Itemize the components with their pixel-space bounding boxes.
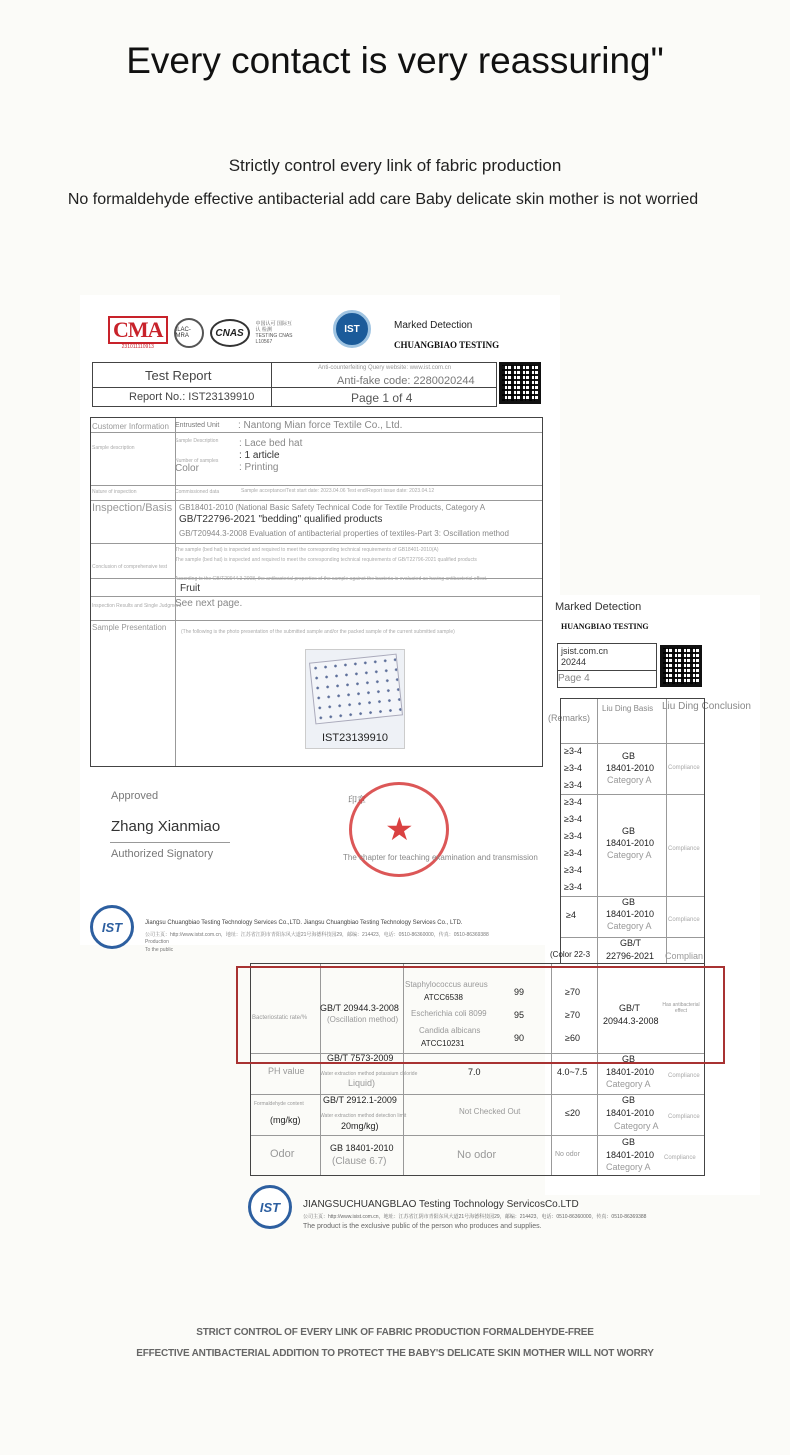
basis-1: GB18401-2010 (National Basic Safety Technical Code for Textile Products, Category A (179, 503, 486, 512)
company-name-small: Jiangsu Chuangbiao Testing Technology Services Co.,LTD. Jiangsu Chuangbiao Testing Technology Services Co., LTD. (145, 920, 463, 926)
page4-page: Page 4 (558, 673, 590, 684)
antibac-label: Bacteriostatic rate/% (252, 1015, 308, 1021)
subtitle-production: Strictly control every link of fabric production (228, 156, 562, 175)
page4-report-header (557, 643, 657, 688)
form-limit: ≤20 (565, 1108, 580, 1118)
report-number: Report No.: IST23139910 (129, 391, 255, 403)
compliance-1: Compliance (668, 765, 700, 771)
grade-2: ≥3-4 (564, 763, 582, 773)
signatory-label: Authorized Signatory (111, 848, 214, 860)
sample-name-label: Sample Description (175, 438, 219, 444)
page4-code: 20244 (561, 657, 587, 667)
complian: Complian (665, 951, 704, 961)
sample-desc-label: Sample description (92, 445, 135, 451)
antibac-std: GB/T 20944.3-2008 (320, 1003, 399, 1013)
color-label: Color (175, 463, 199, 474)
page4-brand-sub: HUANGBIAO TESTING (561, 622, 649, 631)
page-number: Page 1 of 4 (351, 391, 413, 405)
page4-company: JIANGSUCHUANGBLAO Testing Tochnology ServicosCo.LTD (303, 1199, 579, 1210)
number-label: Number of samples (175, 458, 219, 464)
antibac-conclusion: Has antibacterial effect (662, 1002, 700, 1014)
color-row: (Color 22-3 (550, 950, 591, 959)
qr-code-icon (499, 362, 541, 404)
ph-liquid: Liquid) (348, 1078, 376, 1088)
form-basis-gb2: 18401-2010 (606, 1108, 655, 1118)
odor-clause: (Clause 6.7) (332, 1156, 387, 1167)
col-basis: Liu Ding Basis (602, 704, 654, 713)
sample-presentation-label: Sample Presentation (92, 623, 167, 632)
conclusion-text-2: The sample (bed hat) is inspected and required to meet the corresponding technical requirements of GB/T22796-2021 qualified products (175, 557, 477, 563)
anti-fake-website: Anti-counterfeiting Query website: www.ist.com.cn (318, 365, 452, 371)
cnas-logo: CNAS (210, 319, 250, 347)
grade-3: ≥3-4 (564, 780, 582, 790)
seal-caption: The chapter for teaching examination and transmission (343, 853, 538, 862)
antibac-method: (Oscillation method) (327, 1015, 399, 1024)
odor-label: Odor (270, 1148, 295, 1160)
basis-gb-3: GB (622, 897, 636, 907)
gbt-22796-b: 22796-2021 (606, 951, 655, 961)
bacteria-1-value: 99 (514, 987, 525, 997)
commissioned-label: Commissioned data (175, 489, 220, 495)
basis-gb-2b: 18401-2010 (606, 838, 655, 848)
entrusted-label: Entrusted Unit (175, 422, 220, 429)
basis-cat-1: Category A (607, 775, 652, 785)
qr-code-icon (660, 645, 702, 687)
page4-company-note: The product is the exclusive public of the person who produces and supplies. (303, 1223, 542, 1230)
page4-company-addr: 公司主页：http://www.isist.com.cn，地址：江苏省江阴市青阳东风大道21号海德科技园29，邮编：214423，电话：0510-86360000，传真：0510-86369388 (303, 1214, 647, 1220)
sample-quantity: : 1 article (239, 450, 280, 461)
grade-7: ≥3-4 (564, 848, 582, 858)
basis-gb-1: GB (622, 751, 636, 761)
sample-name: : Lace bed hat (239, 438, 303, 449)
bacteria-3-name: Candida albicans (419, 1026, 481, 1035)
ph-sub: Water extraction method potassium chloride (320, 1071, 418, 1077)
grade-4: ≥3-4 (564, 797, 582, 807)
conclusion-label: Conclusion of comprehensive test (92, 564, 168, 570)
ph-basis-gb: GB (622, 1054, 636, 1064)
col-remarks: (Remarks) (548, 713, 590, 723)
bacteria-3-limit: ≥60 (565, 1033, 580, 1043)
ph-std: GB/T 7573-2009 (327, 1053, 394, 1063)
conclusion-text-3: According to the GB/T20944.3-2008, the antibacterial properties of the sample against the bacteria is evaluated as having antibacterial effect. (175, 576, 488, 582)
grade-5: ≥3-4 (564, 814, 582, 824)
compliance-3: Compliance (668, 917, 700, 923)
basis-gb-3b: 18401-2010 (606, 909, 655, 919)
cnas-caption: 中国认可 国际互认 检测 TESTING CNAS L10567 (255, 321, 293, 345)
star-icon: ★ (385, 811, 414, 847)
cma-logo: CMA (108, 316, 168, 344)
form-std: GB/T 2912.1-2009 (323, 1095, 397, 1105)
customer-label: Customer Information (92, 422, 169, 431)
bacteria-1-name: Staphylococcus aureus (405, 980, 488, 989)
form-unit: (mg/kg) (270, 1115, 301, 1125)
conclusion-fruit: Fruit (180, 583, 200, 594)
footer-line-1: STRICT CONTROL OF EVERY LINK OF FABRIC PRODUCTION FORMALDEHYDE-FREE (196, 1327, 594, 1338)
test-dates: Sample acceptance/Test start date: 2023.04.06 Test end/Report issue date: 2023.04.12 (241, 488, 435, 494)
bacteria-3-value: 90 (514, 1033, 525, 1043)
ilac-logo: ILAC-MRA (174, 318, 204, 348)
nature-label: Nature of inspection (92, 489, 137, 495)
basis-label: Inspection/Basis (92, 502, 173, 514)
anti-fake-code: Anti-fake code: 2280020244 (337, 375, 475, 387)
ph-value: 7.0 (468, 1067, 481, 1077)
odor-value: No odor (457, 1149, 497, 1161)
brand-name: Marked Detection (394, 320, 473, 331)
basis-3: GB/T20944.3-2008 Evaluation of antibacterial properties of textiles-Part 3: Oscillation method (179, 529, 509, 538)
conclusion-text-1: The sample (bed hat) is inspected and required to meet the corresponding technical requirements of GB18401-2010(A) (175, 547, 439, 553)
ist-logo-icon: IST (333, 310, 371, 348)
page4-brand: Marked Detection (555, 601, 642, 613)
gbt-22796-a: GB/T (620, 938, 642, 948)
ph-basis-cat: Category A (606, 1079, 651, 1089)
form-value: Not Checked Out (459, 1107, 521, 1116)
form-compliance: Compliance (668, 1114, 700, 1120)
sample-id: IST23139910 (321, 732, 389, 744)
col-conclusion: Liu Ding Conclusion (662, 701, 751, 712)
company-production: Production (145, 939, 169, 945)
odor-limit: No odor (555, 1151, 580, 1158)
bacteria-2-value: 95 (514, 1010, 525, 1020)
form-label: Formaldehyde content (254, 1101, 304, 1107)
company-seal (349, 782, 449, 877)
basis-gb-1b: 18401-2010 (606, 763, 655, 773)
bacteria-1-limit: ≥70 (565, 987, 580, 997)
basis-2: GB/T22796-2021 "bedding" qualified products (179, 514, 383, 525)
certification-logos (108, 316, 294, 350)
ph-compliance: Compliance (668, 1073, 700, 1079)
grade-ge4: ≥4 (566, 910, 576, 920)
odor-basis-gb2: 18401-2010 (606, 1150, 655, 1160)
odor-compliance: Compliance (664, 1155, 696, 1161)
form-limit-val: 20mg/kg) (341, 1121, 379, 1131)
odor-basis-gb: GB (622, 1137, 636, 1147)
compliance-2: Compliance (668, 846, 700, 852)
grade-8: ≥3-4 (564, 865, 582, 875)
results-label: Inspection Results and Single Judgment (92, 603, 182, 609)
form-basis-gb: GB (622, 1095, 636, 1105)
basis-cat-2: Category A (607, 850, 652, 860)
antibac-basis-a: GB/T (619, 1003, 641, 1013)
test-report-label: Test Report (145, 368, 212, 383)
color-value: : Printing (239, 462, 279, 473)
approved-label: Approved (111, 790, 159, 802)
grade-9: ≥3-4 (564, 882, 582, 892)
grade-6: ≥3-4 (564, 831, 582, 841)
bacteria-2-limit: ≥70 (565, 1010, 580, 1020)
signer-name: Zhang Xianmiao (111, 818, 221, 835)
headline: Every contact is very reassuring" (126, 40, 664, 81)
ph-basis-gb2: 18401-2010 (606, 1067, 655, 1077)
test-report-header (92, 362, 497, 407)
photo-note: (The following is the photo presentation of the submitted sample and/or the packed sample of the current submitted sample) (181, 629, 455, 635)
antibac-basis-b: 20944.3-2008 (603, 1016, 659, 1026)
entrusted-value: : Nantong Mian force Textile Co., Ltd. (238, 420, 403, 431)
ph-limit: 4.0~7.5 (557, 1067, 588, 1077)
cma-number: 231011110913 (121, 344, 154, 350)
basis-gb-2: GB (622, 826, 636, 836)
grade-1: ≥3-4 (564, 746, 582, 756)
bacteria-3-strain: ATCC10231 (421, 1039, 465, 1048)
bacteria-2-name: Escherichia coli 8099 (411, 1009, 487, 1018)
form-sub: Water extraction method detection limit (320, 1113, 407, 1119)
odor-std: GB 18401-2010 (330, 1143, 394, 1153)
company-public: To the public (145, 947, 174, 953)
bacteria-1-strain: ATCC6538 (424, 993, 463, 1002)
subtitle-benefits: No formaldehyde effective antibacterial add care Baby delicate skin mother is not worried (67, 191, 699, 208)
footer-line-2: EFFECTIVE ANTIBACTERIAL ADDITION TO PROTECT THE BABY'S DELICATE SKIN MOTHER WILL NOT WORRY (136, 1348, 654, 1359)
brand-subtitle: CHUANGBIAO TESTING (394, 340, 500, 350)
page4-site: jsist.com.cn (561, 646, 609, 656)
company-address: 公司主页：http://www.istst.com.cn，地址：江苏省江阴市青阳东风大道21号海德科技园29，邮编：214423，电话：0510-86360000，传真：0510-86369388 (145, 932, 489, 938)
sample-photo (305, 649, 405, 749)
see-next-page: See next page. (175, 598, 243, 609)
odor-basis-cat: Category A (606, 1162, 651, 1172)
ist-badge-icon: IST (90, 905, 134, 949)
highlight-box (236, 966, 725, 1064)
form-basis-cat: Category A (614, 1121, 659, 1131)
ph-label: PH value (268, 1066, 305, 1076)
ist-badge-icon: IST (248, 1185, 292, 1229)
basis-cat-3: Category A (607, 921, 652, 931)
seal-mark: 印章 (348, 795, 367, 805)
